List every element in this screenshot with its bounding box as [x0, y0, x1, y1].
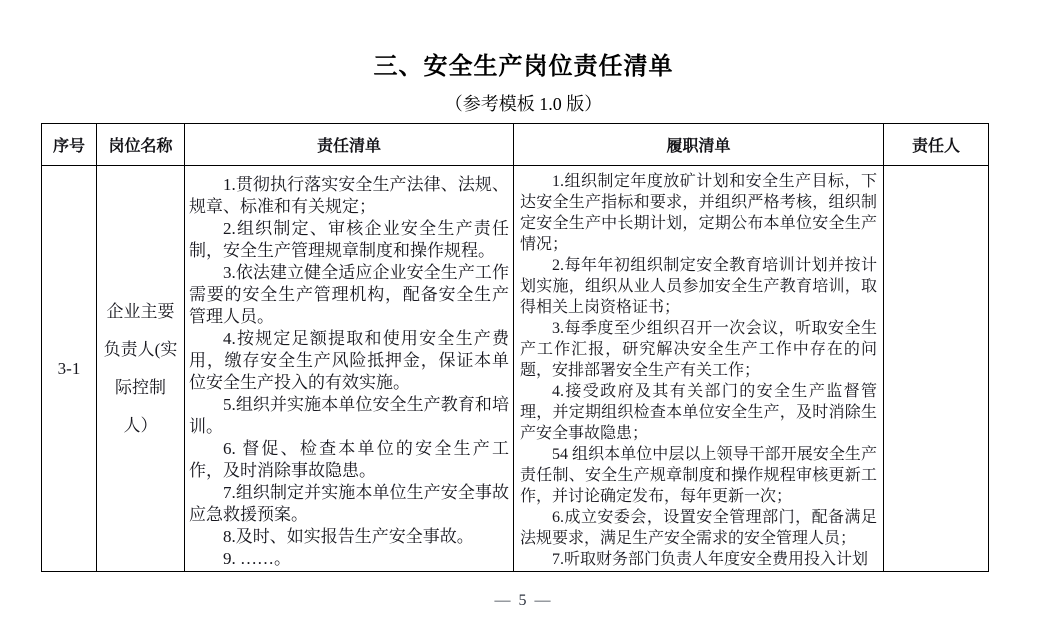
duty-item: 8.及时、如实报告生产安全事故。	[223, 527, 474, 546]
performance-list-cell	[514, 166, 884, 572]
serial-number-cell: 3-1	[42, 166, 97, 572]
performance-item: 54 组织本单位中层以上领导干部开展安全生产责任制、安全生产规章制度和操作规程审核更新工作，并讨论确定发布，每年更新一次；	[520, 446, 877, 505]
column-header-serial: 序号	[42, 124, 97, 166]
performance-item: 1.组织制定年度放矿计划和安全生产目标，下达安全生产指标和要求，并组织严格考核，组织制定安全生产中长期计划，定期公布本单位安全生产情况；	[520, 173, 877, 253]
performance-item: 7.听取财务部门负责人年度安全费用投入计划	[552, 551, 869, 568]
page-number: — 5 —	[494, 592, 553, 609]
table-header-row	[42, 124, 989, 166]
column-header-duties: 责任清单	[185, 124, 514, 166]
duty-item: 2.组织制定、审核企业安全生产责任制，安全生产管理规章制度和操作规程。	[189, 219, 509, 260]
performance-item: 6.成立安委会，设置安全管理部门，配备满足法规要求，满足生产安全需求的安全管理人员；	[520, 509, 877, 547]
performance-item: 4.接受政府及其有关部门的安全生产监督管理，并定期组织检查本单位安全生产，及时消除生产安全事故隐患；	[520, 383, 877, 442]
position-name-text: 企业主要负责人(实际控制人）	[103, 301, 178, 435]
duty-item: 7.组织制定并实施本单位生产安全事故应急救援预案。	[189, 483, 509, 524]
column-header-responsible-person: 责任人	[884, 124, 989, 166]
column-header-position: 岗位名称	[97, 124, 185, 166]
position-name-cell	[97, 166, 185, 572]
performance-item: 2.每年年初组织制定安全教育培训计划并按计划实施，组织从业人员参加安全生产教育培训，取得相关上岗资格证书；	[520, 257, 877, 316]
page-subtitle: （参考模板 1.0 版）	[444, 94, 603, 114]
duties-list-cell	[185, 166, 514, 572]
duty-item: 3.依法建立健全适应企业安全生产工作需要的安全生产管理机构，配备安全生产管理人员。	[189, 263, 509, 326]
duty-item: 1.贯彻执行落实安全生产法律、法规、规章、标准和有关规定；	[189, 175, 509, 216]
responsibility-table	[41, 123, 989, 572]
duty-item: 5.组织并实施本单位安全生产教育和培训。	[189, 395, 509, 436]
duty-item: 9. ……。	[223, 549, 291, 568]
table-row	[42, 166, 989, 572]
page-title: 三、安全生产岗位责任清单	[373, 53, 674, 80]
duty-item: 6. 督促、检查本单位的安全生产工作，及时消除事故隐患。	[189, 439, 509, 480]
responsible-person-cell	[884, 166, 989, 572]
duty-item: 4.按规定足额提取和使用安全生产费用，缴存安全生产风险抵押金，保证本单位安全生产投入的有效实施。	[189, 329, 509, 392]
performance-item: 3.每季度至少组织召开一次会议，听取安全生产工作汇报，研究解决安全生产工作中存在的问题，安排部署安全生产有关工作；	[520, 320, 877, 379]
column-header-performance: 履职清单	[514, 124, 884, 166]
